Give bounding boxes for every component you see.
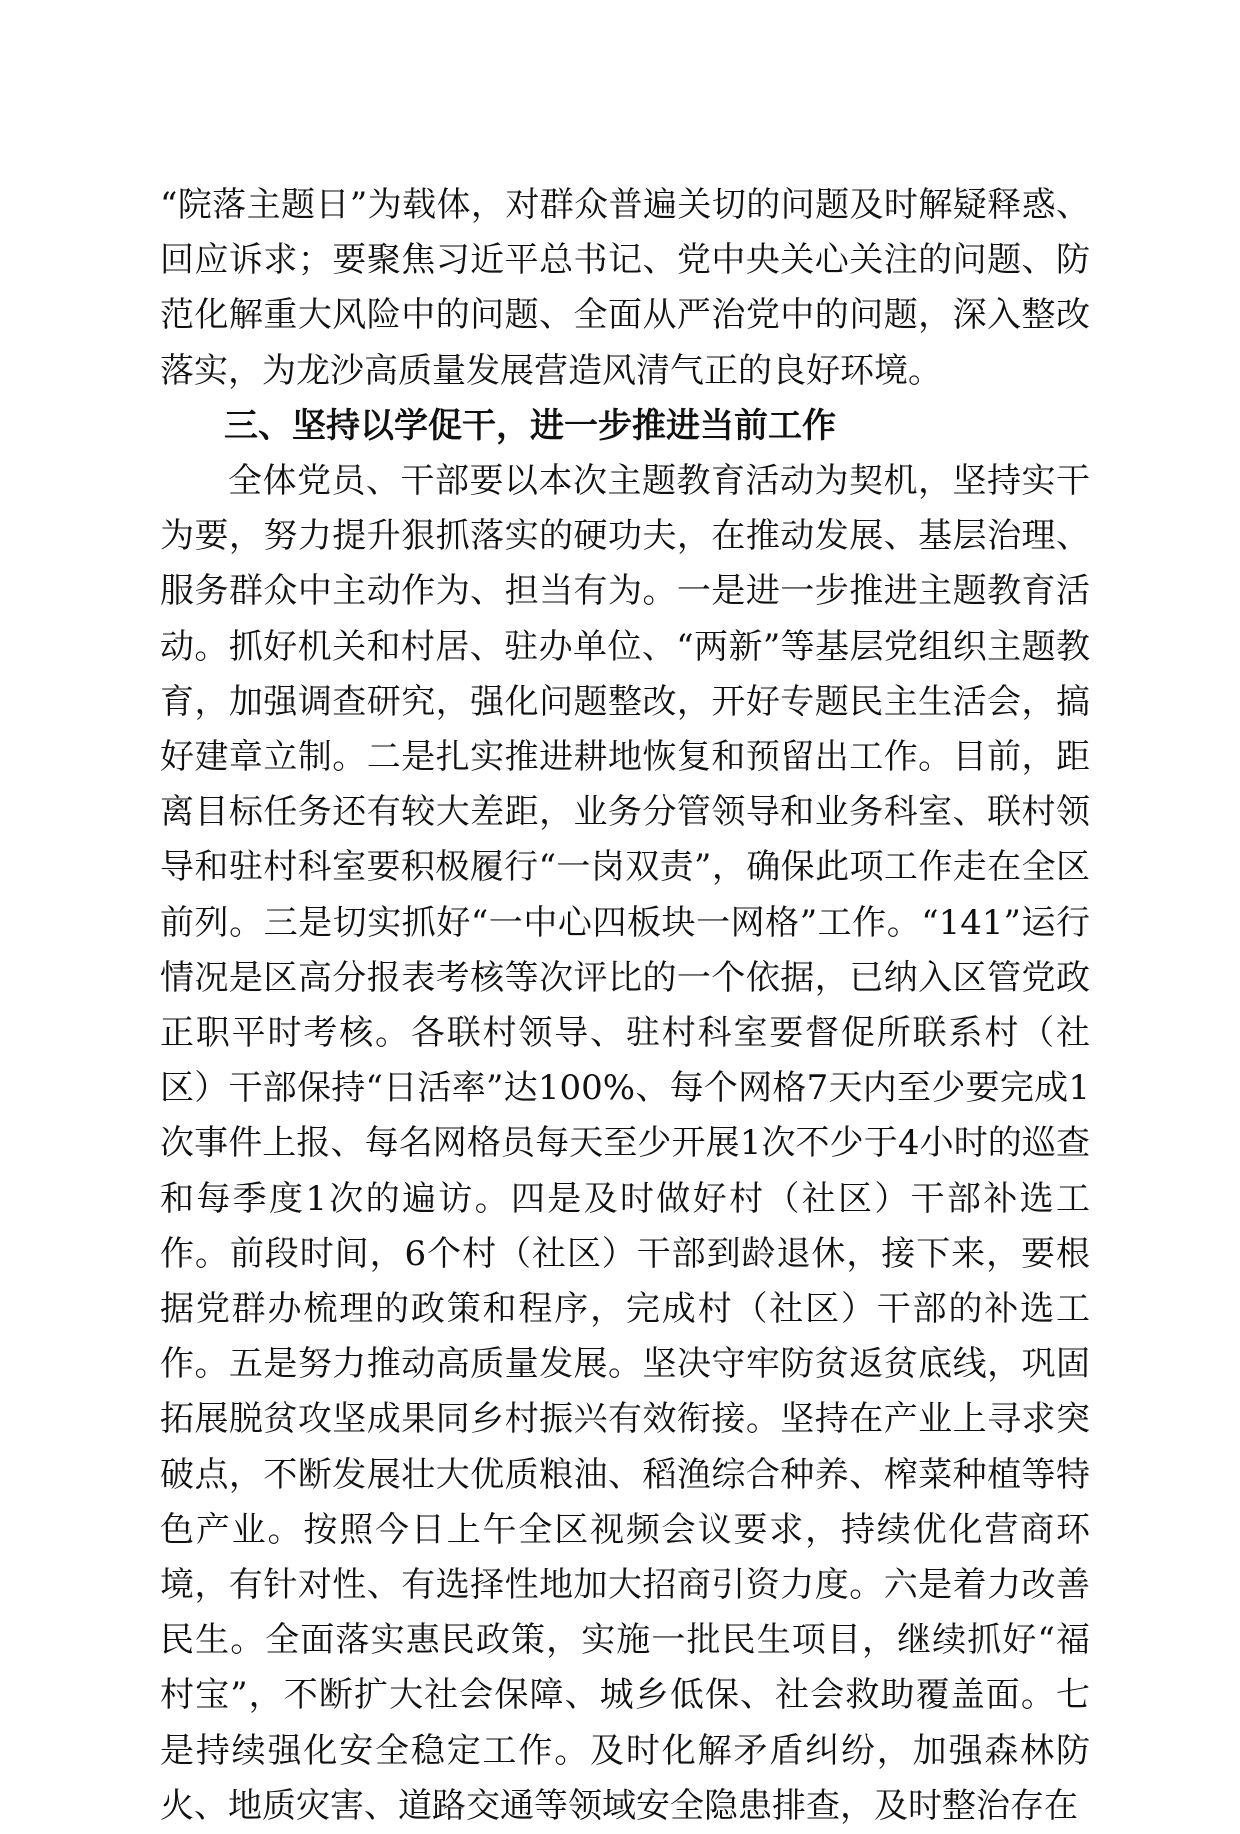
paragraph-main: 全体党员、干部要以本次主题教育活动为契机，坚持实干为要，努力提升狠抓落实的硬功夫，在推动发展、基层治理、服务群众中主动作为、担当有为。一是进一步推进主题教育活动。抓好机关和村居、驻办单位、“两新”等基层党组织主题教育，加强调查研究，强化问题整改，开好专题民主生活会，搞好建章立制。二是扎实推进耕地恢复和预留出工作。目前，距离目标任务还有较大差距，业务分管领导和业务科室、联村领导和驻村科室要积极履行“一岗双责”，确保此项工作走在全区前列。三是切实抓好“一中心四板块一网格”工作。“141”运行情况是区高分报表考核等次评比的一个依据，已纳入区管党政正职平时考核。各联村领导、驻村科室要督促所联系村（社区）干部保持“日活率”达100%、每个网格7天内至少要完成1次事件上报、每名网格员每天至少开展1次不少于4小时的巡查和每季度1次的遍访。四是及时做好村（社区）干部补选工作。前段时间，6个村（社区）干部到龄退休，接下来，要根据党群办梳理的政策和程序，完成村（社区）干部的补选工作。五是努力推动高质量发展。坚决守牢防贫返贫底线，巩固拓展脱贫攻坚成果同乡村振兴有效衔接。坚持在产业上寻求突破点，不断发展壮大优质粮油、稻渔综合种养、榨菜种植等特色产业。按照今日上午全区视频会议要求，持续优化营商环境，有针对性、有选择性地加大招商引资力度。六是着力改善民生。全面落实惠民政策，实施一批民生项目，继续抓好“福村宝”，不断扩大社会保障、城乡低保、社会救助覆盖面。七是持续强化安全稳定工作。及时化解矛盾纠纷，加强森林防火、地质灾害、道路交通等领域安全隐患排查，及时整治存在: [160, 461, 1090, 1826]
document-body: [160, 178, 1090, 1834]
section-heading: 三、坚持以学促干，进一步推进当前工作: [224, 405, 836, 446]
paragraph-continuation: “院落主题日”为载体，对群众普遍关切的问题及时解疑释惑、回应诉求；要聚焦习近平总书记、党中央关心关注的问题、防范化解重大风险中的问题、全面从严治党中的问题，深入整改落实，为龙沙高质量发展营造风清气正的良好环境。: [160, 185, 1090, 391]
